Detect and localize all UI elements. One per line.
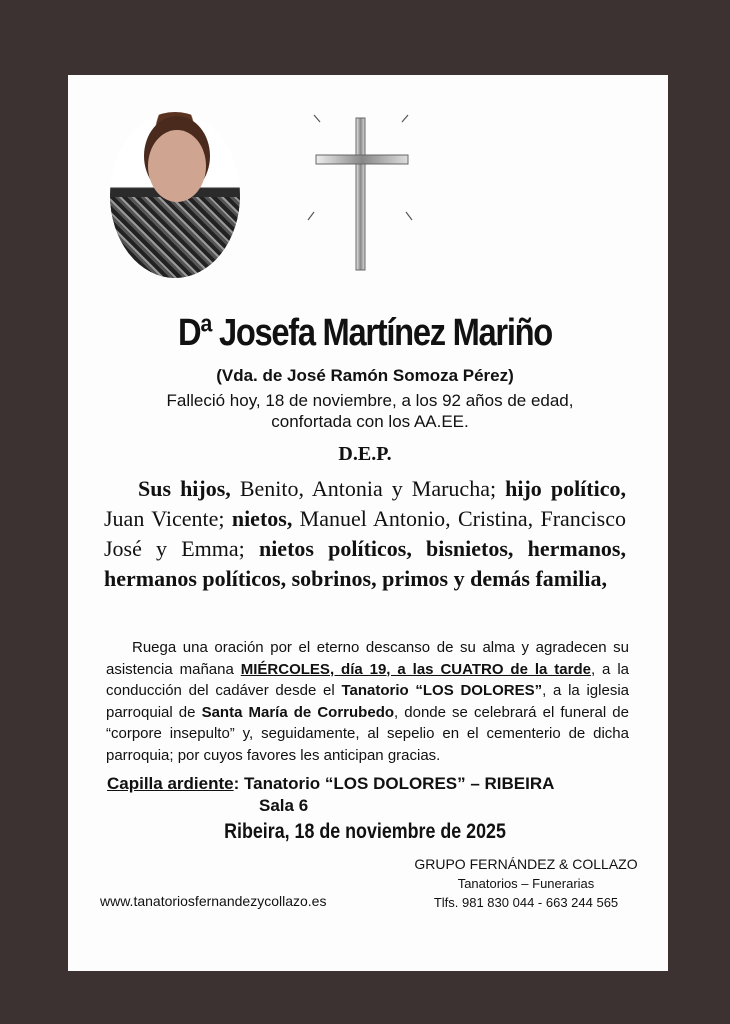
prayer-segment: Santa María de Corrubedo xyxy=(201,703,395,721)
capilla-value: : Tanatorio “LOS DOLORES” – RIBEIRA xyxy=(233,774,555,793)
death-line-2: confortada con los AA.EE. xyxy=(271,412,469,431)
prayer-segment: Tanatorio “LOS DOLORES” xyxy=(341,682,543,699)
prayer-paragraph xyxy=(106,637,629,766)
deceased-name: Dª Josefa Martínez Mariño xyxy=(178,312,552,354)
family-segment: Sus hijos, xyxy=(138,476,231,501)
website-link[interactable]: www.tanatoriosfernandezycollazo.es xyxy=(100,893,327,909)
sala: Sala 6 xyxy=(259,796,309,815)
company-phones: Tlfs. 981 830 044 - 663 244 565 xyxy=(433,895,619,910)
widow-of: (Vda. de José Ramón Somoza Pérez) xyxy=(216,366,514,385)
company-block xyxy=(400,855,652,912)
company-name: GRUPO FERNÁNDEZ & COLLAZO xyxy=(414,856,638,872)
family-segment: Juan Vicente; xyxy=(104,506,232,531)
family-segment: nietos, xyxy=(231,506,293,531)
company-subtitle: Tanatorios – Funerarias xyxy=(457,876,595,891)
prayer-segment: , a la iglesia parroquial de xyxy=(106,682,630,721)
prayer-segment: , a la conducción del cadáver desde el xyxy=(106,660,630,699)
death-notice xyxy=(100,390,640,432)
cross-icon xyxy=(300,110,420,275)
dep: D.E.P. xyxy=(338,443,392,465)
family-segment: nietos políticos, bisnietos, hermanos, hermanos políticos, sobrinos, primos y demás familia, xyxy=(104,536,626,591)
capilla-label: Capilla ardiente xyxy=(107,774,234,793)
place-date: Ribeira, 18 de noviembre de 2025 xyxy=(224,820,506,843)
death-line-1: Falleció hoy, 18 de noviembre, a los 92 años de edad, xyxy=(166,391,574,410)
family-segment: Manuel Antonio, Cristina, Francisco José y Emma; xyxy=(104,506,626,561)
family-segment: hijo político, xyxy=(505,476,626,501)
family-segment: Benito, Antonia y Marucha; xyxy=(230,476,506,501)
deceased-portrait xyxy=(110,112,240,278)
capilla-ardiente xyxy=(107,773,554,795)
prayer-segment: Ruega una oración por el eterno descanso de su alma y agradecen su asistencia mañana xyxy=(106,639,629,678)
family-paragraph xyxy=(104,474,626,594)
prayer-segment: MIÉRCOLES, día 19, a las CUATRO de la tarde xyxy=(240,660,591,678)
prayer-segment: , donde se celebrará el funeral de “corpore insepulto” y, seguidamente, al sepelio en el cementerio de dicha parroquia; por cuyos favores les anticipan gracias. xyxy=(106,703,629,764)
